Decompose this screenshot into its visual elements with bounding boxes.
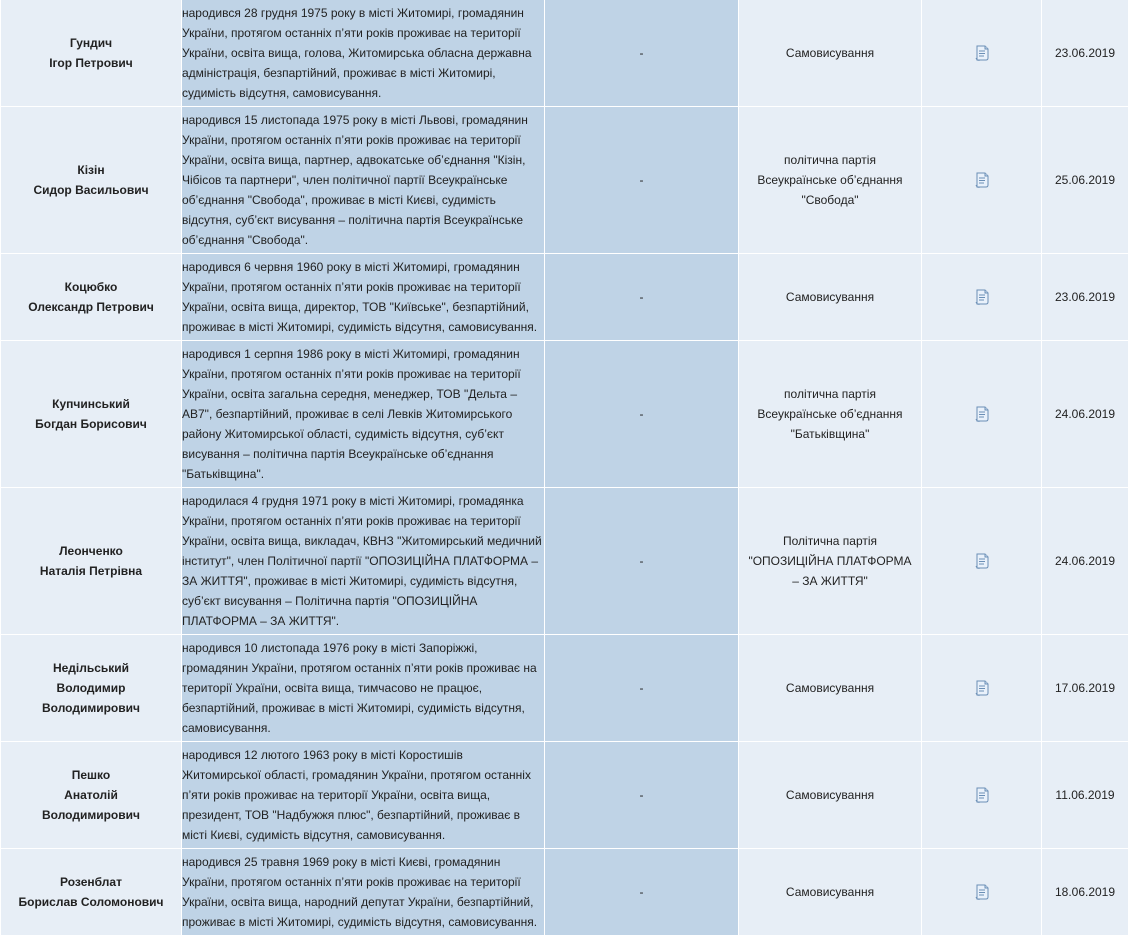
candidate-surname: Розенблат: [1, 872, 181, 892]
candidate-given-names: Олександр Петрович: [1, 297, 181, 317]
candidate-patronymic: Володимирович: [1, 805, 181, 825]
table-row: [1, 742, 1128, 849]
candidate-name-cell: [1, 742, 182, 849]
empty-value-cell: -: [545, 488, 739, 635]
table-row: [1, 254, 1128, 341]
candidate-bio: народився 1 серпня 1986 року в місті Житомирі, громадянин України, протягом останніх п’яти років проживає на території України, освіта загальна середня, менеджер, ТОВ "Дельта – АВ7", безпартійний, проживає в селі Левків Житомирського району Житомирської області, судимість відсутня, суб’єкт висування – політична партія Всеукраїнське об’єднання "Батьківщина".: [182, 341, 545, 488]
nomination-line: Самовисування: [739, 785, 921, 805]
table-row: [1, 0, 1128, 107]
candidate-bio: народився 28 грудня 1975 року в місті Житомирі, громадянин України, протягом останніх п’яти років проживає на території України, освіта вища, голова, Житомирська обласна державна адміністрація, безпартійний, проживає в місті Житомирі, судимість відсутня, самовисування.: [182, 0, 545, 107]
document-cell: [922, 0, 1042, 107]
empty-value-cell: -: [545, 254, 739, 341]
table-row: [1, 341, 1128, 488]
candidate-surname: Кізін: [1, 160, 181, 180]
candidate-given-names: Богдан Борисович: [1, 414, 181, 434]
document-icon[interactable]: [975, 553, 989, 569]
candidate-surname: Недільський: [1, 658, 181, 678]
document-icon[interactable]: [975, 172, 989, 188]
table-row: [1, 849, 1128, 936]
empty-value-cell: -: [545, 107, 739, 254]
empty-value-cell: -: [545, 742, 739, 849]
empty-value-cell: -: [545, 635, 739, 742]
registration-date: 23.06.2019: [1042, 254, 1128, 341]
document-icon[interactable]: [975, 680, 989, 696]
nomination-line: Всеукраїнське об’єднання: [739, 404, 921, 424]
nomination-line: Політична партія: [739, 531, 921, 551]
document-icon[interactable]: [975, 787, 989, 803]
candidate-name-cell: [1, 254, 182, 341]
candidate-patronymic: Володимирович: [1, 698, 181, 718]
candidate-bio: народився 25 травня 1969 року в місті Києві, громадянин України, протягом останніх п’яти років проживає на території України, освіта вища, народний депутат України, безпартійний, проживає в місті Житомирі, судимість відсутня, самовисування.: [182, 849, 545, 936]
candidate-given-names: Ігор Петрович: [1, 53, 181, 73]
document-icon[interactable]: [975, 406, 989, 422]
candidate-given-names: Борислав Соломонович: [1, 892, 181, 912]
document-cell: [922, 254, 1042, 341]
candidate-name-cell: [1, 107, 182, 254]
table-row: [1, 488, 1128, 635]
document-cell: [922, 742, 1042, 849]
document-icon[interactable]: [975, 884, 989, 900]
nomination-cell: [739, 0, 922, 107]
nomination-cell: [739, 742, 922, 849]
empty-value-cell: -: [545, 341, 739, 488]
candidate-given-name: Володимир: [1, 678, 181, 698]
candidate-name-cell: [1, 488, 182, 635]
nomination-line: "Батьківщина": [739, 424, 921, 444]
candidate-given-names: Наталія Петрівна: [1, 561, 181, 581]
empty-value-cell: -: [545, 0, 739, 107]
nomination-cell: [739, 849, 922, 936]
table-row: [1, 107, 1128, 254]
registration-date: 24.06.2019: [1042, 488, 1128, 635]
document-cell: [922, 635, 1042, 742]
document-icon[interactable]: [975, 45, 989, 61]
registration-date: 18.06.2019: [1042, 849, 1128, 936]
nomination-cell: [739, 488, 922, 635]
candidate-surname: Леонченко: [1, 541, 181, 561]
candidate-surname: Пешко: [1, 765, 181, 785]
registration-date: 24.06.2019: [1042, 341, 1128, 488]
nomination-line: політична партія: [739, 150, 921, 170]
candidate-bio: народився 15 листопада 1975 року в місті Львові, громадянин України, протягом останніх п’яти років проживає на території України, освіта вища, партнер, адвокатське об’єднання "Кізін, Чібісов та партнери", член політичної партії Всеукраїнське об’єднання "Свобода", проживає в місті Києві, судимість відсутня, суб’єкт висування – політична партія Всеукраїнське об’єднання "Свобода".: [182, 107, 545, 254]
candidate-surname: Купчинський: [1, 394, 181, 414]
nomination-line: Самовисування: [739, 287, 921, 307]
candidate-given-name: Анатолій: [1, 785, 181, 805]
candidate-surname: Коцюбко: [1, 277, 181, 297]
nomination-line: Самовисування: [739, 678, 921, 698]
nomination-cell: [739, 107, 922, 254]
document-cell: [922, 488, 1042, 635]
nomination-line: Всеукраїнське об’єднання: [739, 170, 921, 190]
candidate-name-cell: [1, 341, 182, 488]
nomination-line: Самовисування: [739, 882, 921, 902]
candidates-table-body: [1, 0, 1128, 936]
nomination-line: Самовисування: [739, 43, 921, 63]
candidate-bio: народився 12 лютого 1963 року в місті Коростишів Житомирської області, громадянин України, протягом останніх п’яти років проживає на території України, освіта вища, президент, ТОВ "Надбужжя плюс", безпартійний, проживає в місті Києві, судимість відсутня, самовисування.: [182, 742, 545, 849]
candidate-name-cell: [1, 849, 182, 936]
nomination-line: – ЗА ЖИТТЯ": [739, 571, 921, 591]
document-cell: [922, 107, 1042, 254]
document-cell: [922, 849, 1042, 936]
nomination-line: "ОПОЗИЦІЙНА ПЛАТФОРМА: [739, 551, 921, 571]
registration-date: 11.06.2019: [1042, 742, 1128, 849]
registration-date: 25.06.2019: [1042, 107, 1128, 254]
nomination-cell: [739, 635, 922, 742]
registration-date: 17.06.2019: [1042, 635, 1128, 742]
nomination-cell: [739, 254, 922, 341]
candidate-given-names: Сидор Васильович: [1, 180, 181, 200]
candidate-bio: народилася 4 грудня 1971 року в місті Житомирі, громадянка України, протягом останніх п’яти років проживає на території України, освіта вища, викладач, КВНЗ "Житомирський медичний інститут", член Політичної партії "ОПОЗИЦІЙНА ПЛАТФОРМА – ЗА ЖИТТЯ", проживає в місті Житомирі, судимість відсутня, суб’єкт висування – Політична партія "ОПОЗИЦІЙНА ПЛАТФОРМА – ЗА ЖИТТЯ".: [182, 488, 545, 635]
document-cell: [922, 341, 1042, 488]
nomination-line: "Свобода": [739, 190, 921, 210]
empty-value-cell: -: [545, 849, 739, 936]
candidate-name-cell: [1, 0, 182, 107]
nomination-cell: [739, 341, 922, 488]
candidate-surname: Гундич: [1, 33, 181, 53]
candidate-name-cell: [1, 635, 182, 742]
candidate-bio: народився 10 листопада 1976 року в місті Запоріжжі, громадянин України, протягом останніх п’яти років проживає на території України, освіта вища, тимчасово не працює, безпартійний, проживає в місті Житомирі, судимість відсутня, самовисування.: [182, 635, 545, 742]
nomination-line: політична партія: [739, 384, 921, 404]
candidate-bio: народився 6 червня 1960 року в місті Житомирі, громадянин України, протягом останніх п’яти років проживає на території України, освіта вища, директор, ТОВ "Київське", безпартійний, проживає в місті Житомирі, судимість відсутня, самовисування.: [182, 254, 545, 341]
document-icon[interactable]: [975, 289, 989, 305]
table-row: [1, 635, 1128, 742]
registration-date: 23.06.2019: [1042, 0, 1128, 107]
